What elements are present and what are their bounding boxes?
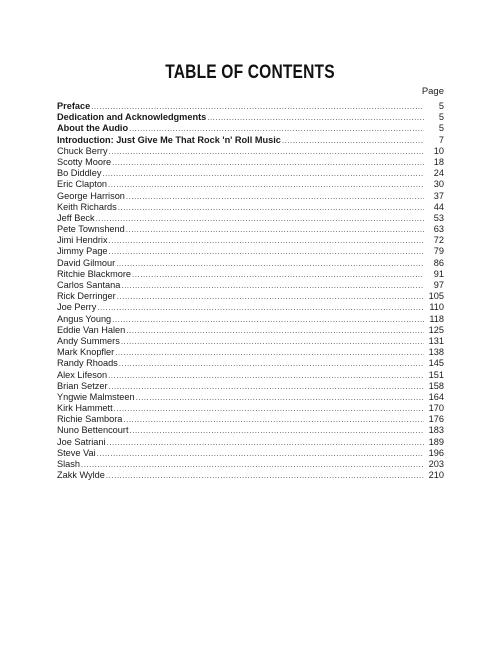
toc-entry[interactable] bbox=[57, 459, 444, 470]
toc-entry[interactable] bbox=[57, 314, 444, 325]
toc-entry-page-number: 131 bbox=[428, 335, 444, 346]
toc-entry[interactable] bbox=[57, 425, 444, 436]
toc-entry-label: Eddie Van Halen bbox=[57, 324, 126, 335]
dot-leader bbox=[121, 336, 424, 347]
toc-entry-label: Angus Young bbox=[57, 313, 112, 324]
dot-leader bbox=[136, 392, 424, 403]
page-column-header: Page bbox=[421, 86, 444, 97]
toc-entry-label: Andy Summers bbox=[57, 335, 120, 346]
toc-entry-label: Rick Derringer bbox=[57, 291, 116, 302]
toc-entry-page-number: 151 bbox=[428, 369, 444, 380]
dot-leader bbox=[97, 448, 424, 459]
dot-leader bbox=[107, 437, 424, 448]
toc-entry-page-number: 18 bbox=[433, 156, 444, 167]
toc-entry-label: Jeff Beck bbox=[57, 212, 95, 223]
toc-entry-page-number: 30 bbox=[433, 179, 444, 190]
toc-entry[interactable] bbox=[57, 392, 444, 403]
toc-entry-label: David Gilmour bbox=[57, 257, 116, 268]
toc-entry-label: Carlos Santana bbox=[57, 280, 121, 290]
toc-entry-label: Mark Knopfler bbox=[57, 347, 115, 358]
toc-entry-page-number: 24 bbox=[433, 168, 444, 179]
toc-entry[interactable] bbox=[57, 347, 444, 358]
toc-entry-page-number: 44 bbox=[433, 201, 444, 212]
toc-entry-label: Joe Satriani bbox=[57, 436, 106, 447]
toc-entry-page-number: 63 bbox=[433, 224, 444, 235]
toc-entry-page-number: 5 bbox=[438, 123, 444, 134]
toc-entry[interactable] bbox=[57, 269, 444, 280]
toc-entry-label: Yngwie Malmsteen bbox=[57, 391, 135, 402]
toc-entry-label: Alex Lifeson bbox=[57, 369, 108, 380]
toc-entry[interactable] bbox=[57, 112, 444, 123]
dot-leader bbox=[97, 302, 424, 313]
toc-entry[interactable] bbox=[57, 146, 444, 157]
dot-leader bbox=[116, 258, 424, 269]
toc-entry-label: Jimi Hendrix bbox=[57, 235, 108, 246]
toc-entry[interactable] bbox=[57, 414, 444, 425]
toc-entry-page-number: 91 bbox=[433, 268, 444, 279]
dot-leader bbox=[119, 358, 424, 369]
toc-entry-label: Zakk Wylde bbox=[57, 470, 105, 481]
toc-entry[interactable] bbox=[57, 235, 444, 246]
toc-entry[interactable] bbox=[57, 224, 444, 235]
toc-entry-label: Joe Perry bbox=[57, 302, 97, 313]
toc-entry-page-number: 72 bbox=[433, 235, 444, 246]
toc-entry-page-number: 138 bbox=[428, 347, 444, 358]
toc-entry-label: Richie Sambora bbox=[57, 414, 123, 425]
dot-leader bbox=[130, 425, 424, 436]
dot-leader bbox=[91, 101, 424, 112]
dot-leader bbox=[121, 280, 424, 291]
dot-leader bbox=[102, 168, 424, 179]
toc-entry-label: Jimmy Page bbox=[57, 246, 108, 257]
dot-leader bbox=[207, 112, 424, 123]
toc-entry-page-number: 158 bbox=[428, 380, 444, 391]
dot-leader bbox=[109, 146, 424, 157]
toc-entry-page-number: 203 bbox=[428, 459, 444, 469]
toc-entry-page-number: 125 bbox=[428, 324, 444, 335]
dot-leader bbox=[112, 314, 424, 325]
dot-leader bbox=[117, 291, 424, 302]
toc-entry-label: Slash bbox=[57, 459, 80, 469]
toc-entry[interactable] bbox=[57, 381, 444, 392]
dot-leader bbox=[109, 246, 424, 257]
toc-entry-label: Kirk Hammett bbox=[57, 403, 113, 414]
toc-entry[interactable] bbox=[57, 157, 444, 168]
toc-entry[interactable] bbox=[57, 302, 444, 313]
toc-entry-label: Dedication and Acknowledgments bbox=[57, 112, 207, 123]
toc-entry-page-number: 5 bbox=[438, 112, 444, 123]
dot-leader bbox=[106, 470, 424, 481]
toc-entry-page-number: 110 bbox=[429, 302, 444, 313]
toc-entry-label: Keith Richards bbox=[57, 201, 117, 212]
toc-entry[interactable] bbox=[57, 437, 444, 448]
toc-entry[interactable] bbox=[57, 358, 444, 369]
dot-leader bbox=[96, 213, 424, 224]
toc-entry-page-number: 86 bbox=[433, 257, 444, 268]
toc-entry-label: Brian Setzer bbox=[57, 380, 108, 391]
toc-entry-page-number: 145 bbox=[428, 358, 444, 369]
toc-entry[interactable] bbox=[57, 135, 444, 146]
toc-entry-page-number: 170 bbox=[428, 403, 444, 414]
toc-entry-page-number: 164 bbox=[428, 391, 444, 402]
dot-leader bbox=[114, 403, 424, 414]
toc-entry[interactable] bbox=[57, 280, 444, 291]
toc-entry-label: Steve Vai bbox=[57, 447, 96, 458]
dot-leader bbox=[109, 381, 424, 392]
toc-entry-page-number: 79 bbox=[433, 246, 444, 257]
toc-entry-page-number: 210 bbox=[428, 470, 444, 481]
toc-entry[interactable] bbox=[57, 291, 444, 302]
toc-entry-label: Eric Clapton bbox=[57, 179, 108, 190]
toc-entry[interactable] bbox=[57, 325, 444, 336]
dot-leader bbox=[109, 235, 424, 246]
toc-entry[interactable] bbox=[57, 168, 444, 179]
toc-entry[interactable] bbox=[57, 213, 444, 224]
dot-leader bbox=[282, 135, 424, 146]
toc-entry[interactable] bbox=[57, 258, 444, 269]
toc-entry-label: Chuck Berry bbox=[57, 145, 108, 156]
toc-entry[interactable] bbox=[57, 403, 444, 414]
dot-leader bbox=[112, 157, 424, 168]
toc-entry[interactable] bbox=[57, 448, 444, 459]
toc-entry[interactable] bbox=[57, 202, 444, 213]
dot-leader bbox=[108, 179, 424, 190]
toc-entry-page-number: 105 bbox=[428, 291, 444, 302]
toc-entry-label: Scotty Moore bbox=[57, 156, 112, 167]
page-title: TABLE OF CONTENTS bbox=[165, 62, 335, 83]
toc-entry-label: About the Audio bbox=[57, 123, 129, 134]
toc-entry-page-number: 37 bbox=[433, 190, 444, 201]
toc-entry-page-number: 5 bbox=[438, 101, 444, 111]
toc-entry-label: Introduction: Just Give Me That Rock 'n' Roll Music bbox=[57, 134, 281, 145]
toc-entry-page-number: 176 bbox=[428, 414, 444, 425]
toc-entry-label: Bo Diddley bbox=[57, 168, 102, 179]
toc-entry[interactable] bbox=[57, 336, 444, 347]
toc-entry[interactable] bbox=[57, 179, 444, 190]
toc-entry[interactable] bbox=[57, 470, 444, 481]
toc-entry[interactable] bbox=[57, 191, 444, 202]
toc-entry-page-number: 10 bbox=[433, 145, 444, 156]
toc-entry-page-number: 183 bbox=[428, 425, 444, 436]
dot-leader bbox=[129, 123, 424, 134]
toc-entry-page-number: 53 bbox=[433, 212, 444, 223]
toc-entry[interactable] bbox=[57, 370, 444, 381]
toc-entry-label: Randy Rhoads bbox=[57, 358, 118, 369]
dot-leader bbox=[132, 269, 424, 280]
toc-list bbox=[57, 101, 444, 481]
dot-leader bbox=[81, 459, 424, 470]
toc-entry-label: Nuno Bettencourt bbox=[57, 425, 129, 436]
toc-entry-page-number: 7 bbox=[438, 134, 444, 145]
toc-entry-page-number: 196 bbox=[428, 447, 444, 458]
dot-leader bbox=[126, 325, 424, 336]
dot-leader bbox=[126, 224, 424, 235]
toc-entry[interactable] bbox=[57, 123, 444, 134]
toc-entry-label: George Harrison bbox=[57, 190, 125, 201]
dot-leader bbox=[118, 202, 424, 213]
toc-entry-label: Preface bbox=[57, 101, 91, 111]
toc-entry-page-number: 118 bbox=[429, 313, 444, 324]
toc-entry-page-number: 189 bbox=[428, 436, 444, 447]
toc-entry[interactable] bbox=[57, 101, 444, 112]
toc-entry-label: Pete Townshend bbox=[57, 224, 125, 235]
dot-leader bbox=[126, 191, 424, 202]
toc-entry-label: Ritchie Blackmore bbox=[57, 268, 132, 279]
dot-leader bbox=[115, 347, 424, 358]
dot-leader bbox=[108, 370, 424, 381]
toc-entry[interactable] bbox=[57, 246, 444, 257]
dot-leader bbox=[123, 414, 424, 425]
toc-entry-page-number: 97 bbox=[433, 280, 444, 290]
